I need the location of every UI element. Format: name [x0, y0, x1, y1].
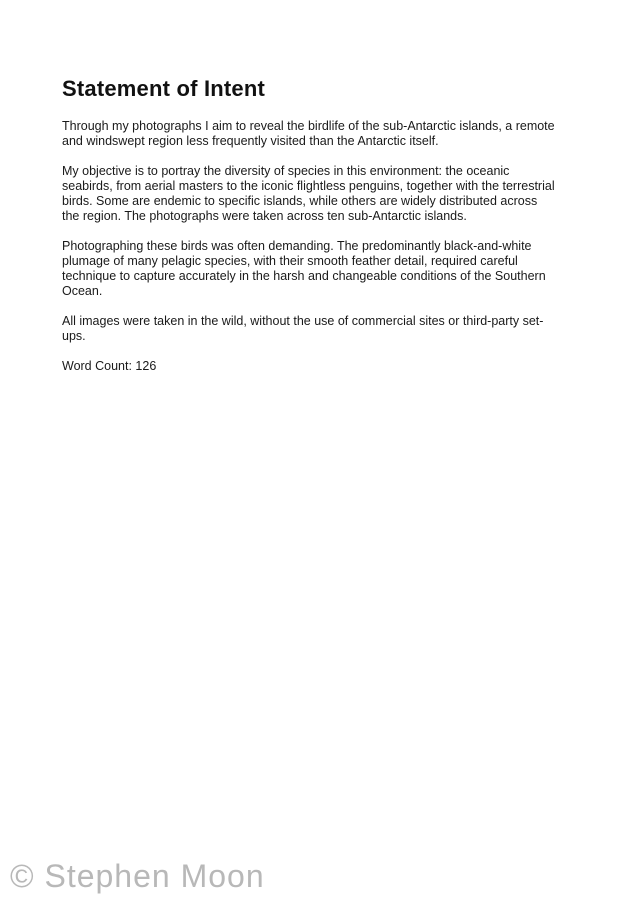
paragraph-objective: My objective is to portray the diversity of species in this environment: the oceanic seabirds, from aerial masters to the iconic flightless penguins, together with the terrestrial birds. Some are endemic to specific islands, while others are widely distributed across the region. The photographs were taken across ten sub-Antarctic islands.: [62, 164, 555, 223]
paragraph-wild-statement: All images were taken in the wild, without the use of commercial sites or third-party set- ups.: [62, 314, 544, 343]
paragraph-challenges: Photographing these birds was often demanding. The predominantly black-and-white plumage of many pelagic species, with their smooth feather detail, required careful technique to capture accurately in the harsh and changeable conditions of the Southern Ocean.: [62, 239, 546, 298]
copyright-watermark: © Stephen Moon: [10, 858, 265, 894]
word-count-label: Word Count: 126: [62, 359, 157, 373]
document-content: [62, 76, 602, 374]
paragraph-intro: Through my photographs I aim to reveal the birdlife of the sub-Antarctic islands, a remote and windswept region less frequently visited than the Antarctic itself.: [62, 119, 555, 148]
document-title: Statement of Intent: [62, 76, 266, 101]
